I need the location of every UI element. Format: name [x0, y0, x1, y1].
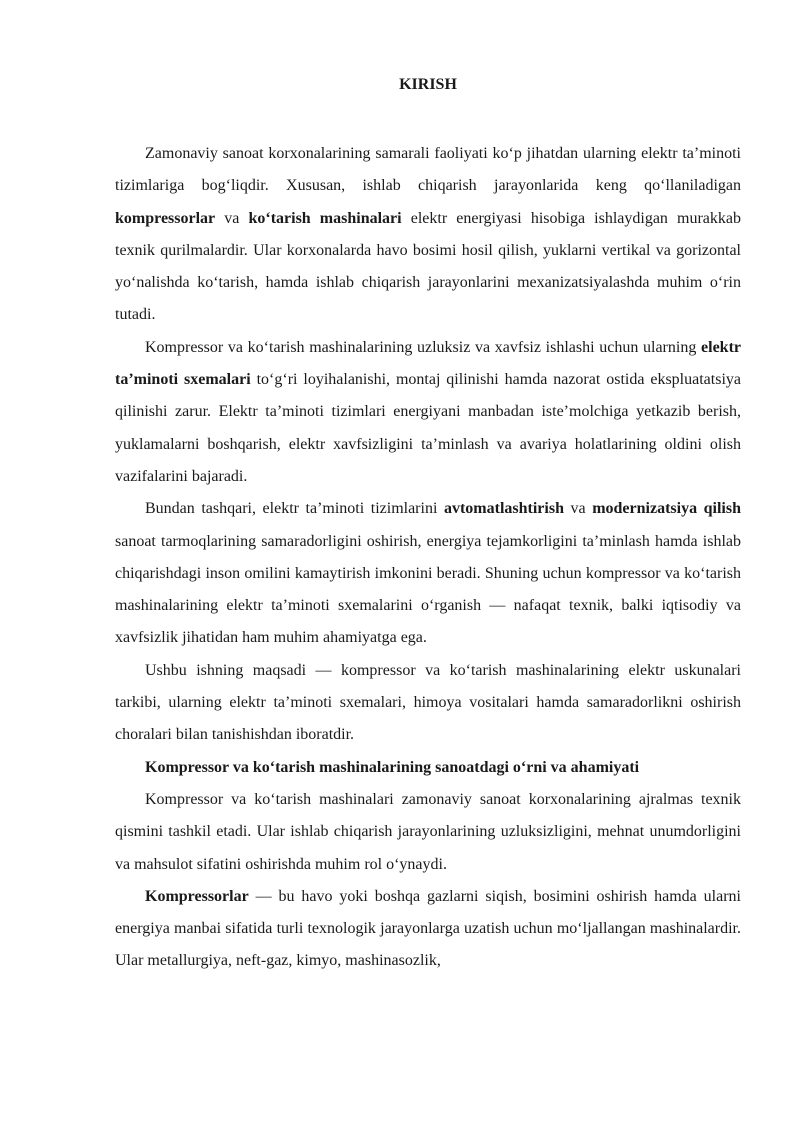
- bold-term-compressors-def: Kompressorlar: [145, 887, 249, 905]
- paragraph-text: sanoat tarmoqlarining samaradorligini oshirish, energiya tejamkorligini ta’minlash hamda ishlab chiqarishdagi inson omilini kamaytirish imkonini beradi. Shuning uchun kompressor va ko‘tarish mashinalarining elektr ta’minoti sxemalarini o‘rganish — nafaqat texnik, balki iqtisodiy va xavfsizlik jihatidan ham muhim ahamiyatga ega.: [115, 532, 741, 647]
- paragraph-automation: [115, 493, 741, 654]
- document-title: KIRISH: [399, 76, 457, 93]
- paragraph-text: Bundan tashqari, elektr ta’minoti tizimlarini: [145, 500, 444, 518]
- paragraph-intro: [115, 138, 741, 332]
- bold-term-lifting-machines: ko‘tarish mashinalari: [248, 209, 402, 227]
- paragraph-text: Kompressor va ko‘tarish mashinalarining uzluksiz va xavfsiz ishlashi uchun ularning: [145, 338, 702, 356]
- paragraph-text: Zamonaviy sanoat korxonalarining samarali faoliyati ko‘p jihatdan ularning elektr ta’minoti tizimlariga bog‘liqdir. Xususan, ishlab chiqarish jarayonlarida keng qo‘llaniladigan: [115, 145, 741, 195]
- bold-term-power-schemes: elektr ta’minoti sxemalari: [115, 338, 741, 389]
- paragraph-text: to‘g‘ri loyihalanishi, montaj qilinishi hamda nazorat ostida ekspluatatsiya qilinishi zarur. Elektr ta’minoti tizimlari energiyani manbadan iste’molchiga yetkazib berish, yuklamalarni boshqarish, elektr xavfsizligini ta’minlash va avariya holatlarining oldini olish vazifalarini bajaradi.: [115, 371, 741, 485]
- paragraph-compressors: [115, 881, 741, 978]
- paragraph-power-supply: [115, 332, 741, 493]
- paragraph-text: va: [215, 209, 249, 227]
- document-page: [115, 74, 741, 978]
- section-heading: Kompressor va ko‘tarish mashinalarining sanoatdagi o‘rni va ahamiyati: [145, 758, 640, 776]
- paragraph-role: Kompressor va ko‘tarish mashinalari zamonaviy sanoat korxonalarining ajralmas texnik qismini tashkil etadi. Ular ishlab chiqarish jarayonlarining uzluksizligini, mehnat unumdorligini va mahsulot sifatini oshirishda muhim rol o‘ynaydi.: [115, 790, 741, 873]
- paragraph-goal: Ushbu ishning maqsadi — kompressor va ko‘tarish mashinalarining elektr uskunalari tarkibi, ularning elektr ta’minoti sxemalari, himoya vositalari hamda samaradorlikni oshirish choralari bilan tanishishdan iboratdir.: [115, 661, 741, 744]
- bold-term-automation: avtomatlashtirish: [443, 500, 564, 518]
- paragraph-text: va: [563, 500, 593, 518]
- bold-term-compressors: kompressorlar: [115, 209, 216, 227]
- bold-term-modernization: modernizatsiya qilish: [592, 500, 741, 518]
- paragraph-text: elektr energiyasi hisobiga ishlaydigan murakkab texnik qurilmalardir. Ular korxonalarda havo bosimi hosil qilish, yuklarni vertikal va gorizontal yo‘nalishda ko‘tarish, hamda ishlab chiqarish jarayonlarini mexanizatsiyalashda muhim o‘rin tutadi.: [115, 209, 742, 324]
- paragraph-text: — bu havo yoki boshqa gazlarni siqish, bosimini oshirish hamda ularni energiya manbai sifatida turli texnologik jarayonlarga uzatish uchun mo‘ljallangan mashinalardir. Ular metallurgiya, neft-gaz, kimyo, mashinasozlik,: [115, 887, 741, 970]
